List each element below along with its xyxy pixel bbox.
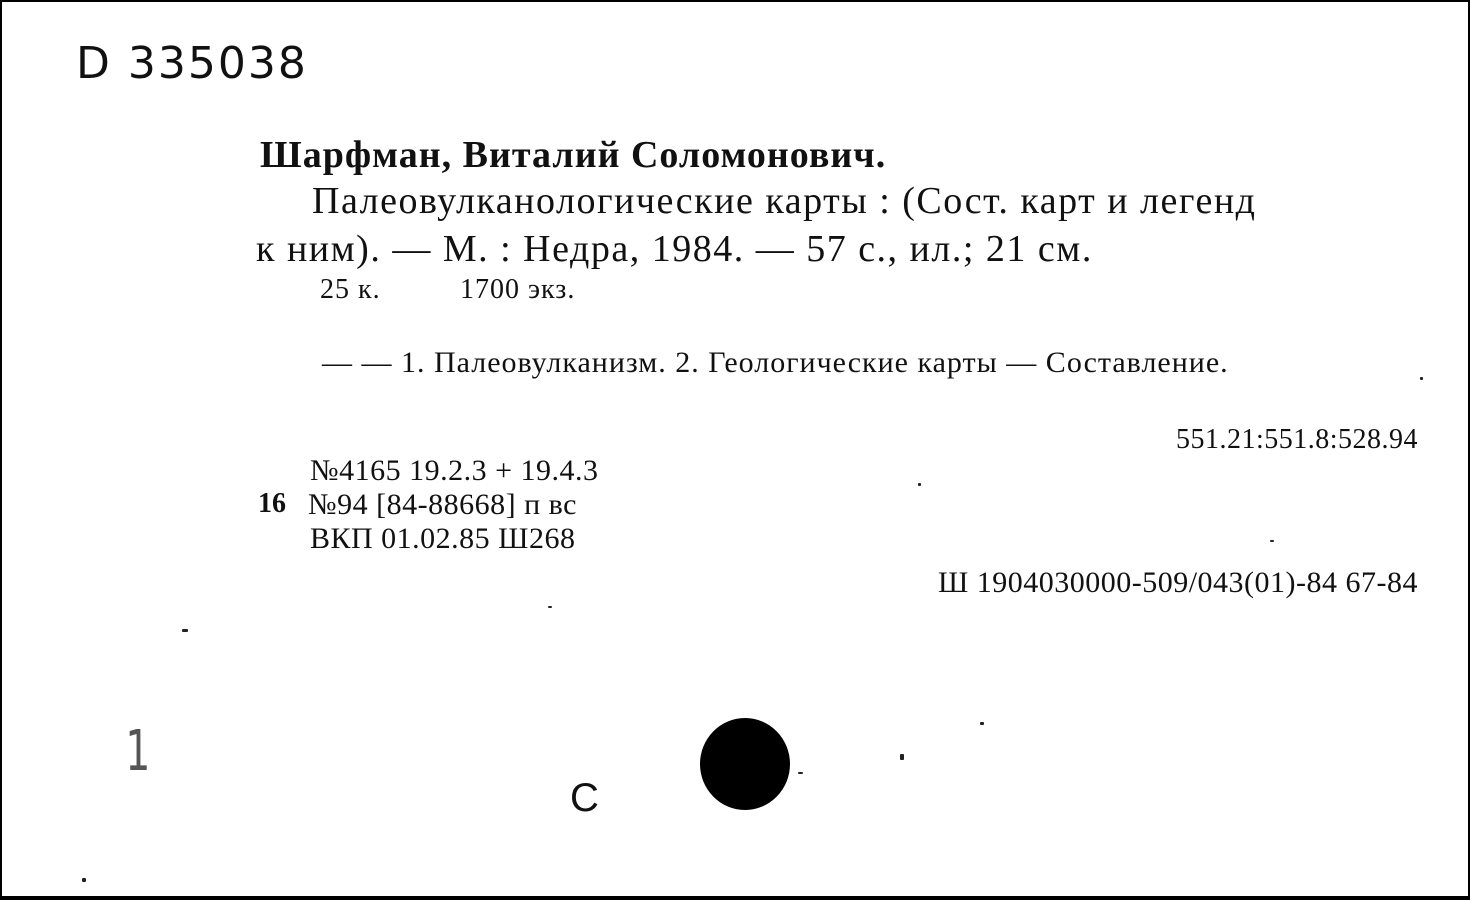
author-heading: Шарфман, Виталий Соломонович.	[260, 134, 887, 176]
speck	[918, 483, 921, 486]
title-line-1: Палеовулканологические карты : (Сост. карт и легенд	[312, 180, 1257, 222]
classification-index: №4165 19.2.3 + 19.4.3	[310, 454, 599, 487]
call-number: D 335038	[76, 38, 308, 89]
vkp-registration: ВКП 01.02.85 Ш268	[310, 522, 576, 555]
speck	[1420, 377, 1423, 380]
card-count: 16	[258, 488, 286, 519]
print-run: 1700 экз.	[460, 274, 576, 305]
price: 25 к.	[320, 274, 381, 305]
handwritten-mark: 1	[125, 719, 151, 784]
udc-index: 551.21:551.8:528.94	[1175, 424, 1418, 455]
title-line-2: к ним). — М. : Недра, 1984. — 57 с., ил.; 21 см.	[256, 228, 1093, 270]
order-number: №94 [84-88668] п вс	[308, 488, 577, 521]
speck	[798, 772, 803, 774]
speck	[900, 754, 904, 760]
speck	[1270, 540, 1274, 542]
mark-c: С	[570, 776, 599, 820]
speck	[548, 606, 552, 608]
subject-headings: — — 1. Палеовулканизм. 2. Геологические карты — Составление.	[322, 346, 1229, 379]
speck	[182, 629, 188, 632]
punch-hole	[700, 718, 790, 810]
publisher-code: Ш 1904030000-509/043(01)-84 67-84	[937, 566, 1418, 599]
speck	[82, 878, 86, 882]
speck	[980, 722, 984, 725]
